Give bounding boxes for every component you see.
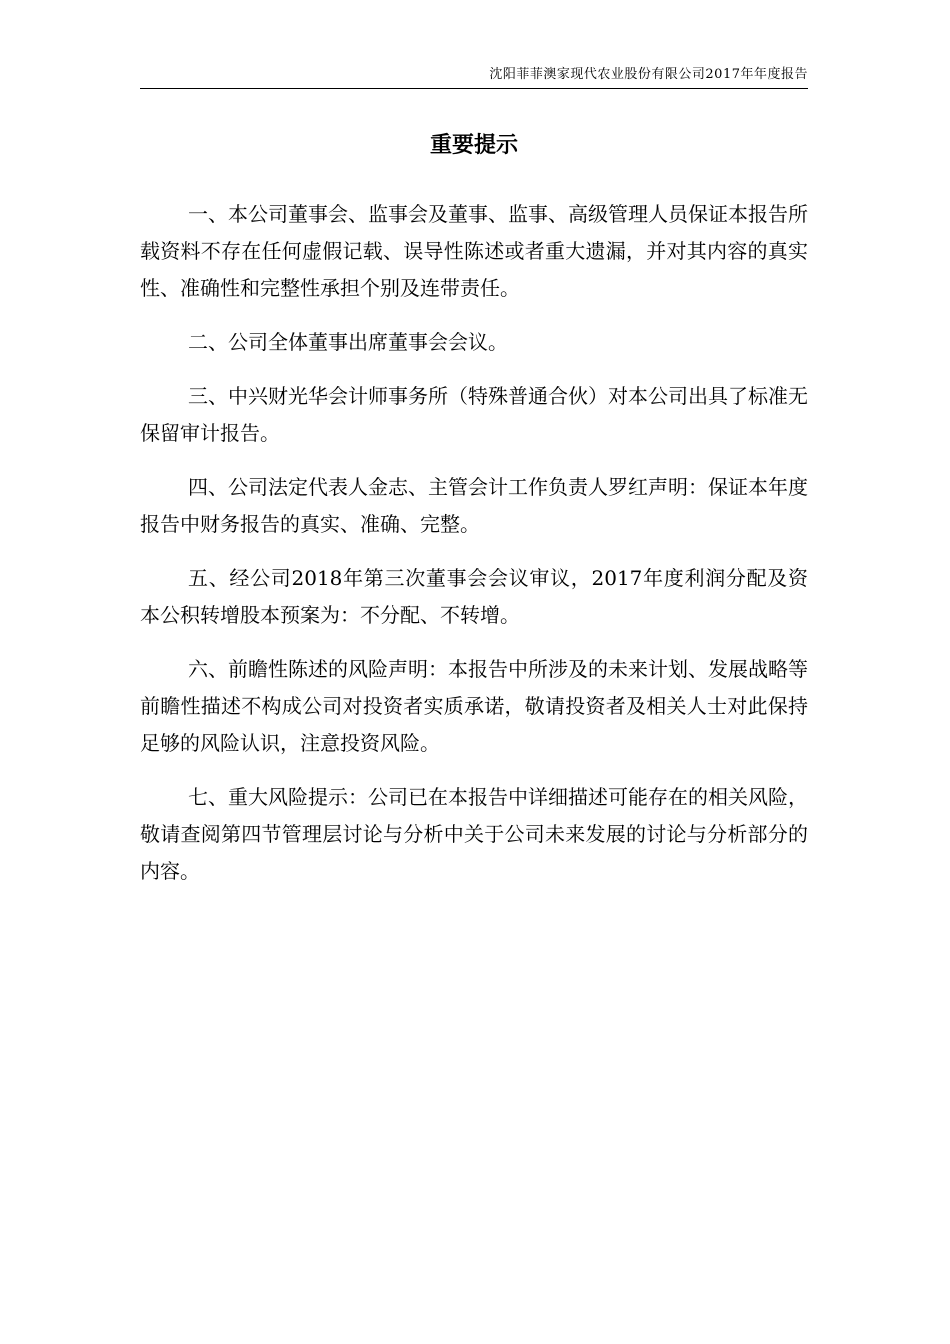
notice-paragraph-7: 七、重大风险提示：公司已在本报告中详细描述可能存在的相关风险，敬请查阅第四节管理层讨论与分析中关于公司未来发展的讨论与分析部分的内容。: [140, 785, 808, 883]
notice-paragraph-5: 五、经公司2018年第三次董事会会议审议，2017年度利润分配及资本公积转增股本预案为：不分配、不转增。: [140, 566, 808, 627]
page-title: 重要提示: [429, 133, 518, 158]
header-rule: [140, 88, 808, 89]
notice-body: [140, 196, 808, 907]
notice-paragraph-1: 一、本公司董事会、监事会及董事、监事、高级管理人员保证本报告所载资料不存在任何虚假记载、误导性陈述或者重大遗漏，并对其内容的真实性、准确性和完整性承担个别及连带责任。: [140, 202, 808, 300]
notice-paragraph-4: 四、公司法定代表人金志、主管会计工作负责人罗红声明：保证本年度报告中财务报告的真实、准确、完整。: [140, 475, 808, 536]
notice-paragraph-6: 六、前瞻性陈述的风险声明：本报告中所涉及的未来计划、发展战略等前瞻性描述不构成公司对投资者实质承诺，敬请投资者及相关人士对此保持足够的风险认识，注意投资风险。: [140, 657, 808, 755]
notice-paragraph-2: 二、公司全体董事出席董事会会议。: [188, 330, 508, 354]
running-header: 沈阳菲菲澳家现代农业股份有限公司2017年年度报告: [489, 67, 808, 82]
notice-paragraph-3: 三、中兴财光华会计师事务所（特殊普通合伙）对本公司出具了标准无保留审计报告。: [140, 384, 808, 445]
